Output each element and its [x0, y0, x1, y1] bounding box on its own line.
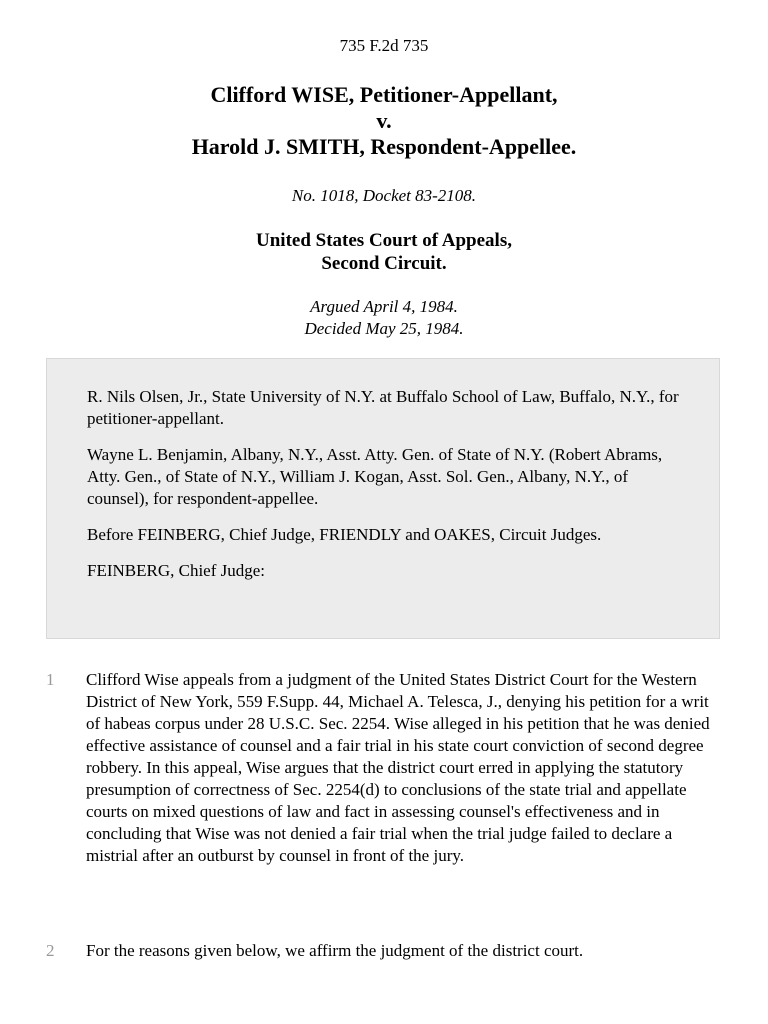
court-name-line1: United States Court of Appeals, — [256, 230, 512, 251]
paragraph-number: 2 — [46, 941, 55, 960]
paragraph-text: Clifford Wise appeals from a judgment of the United States District Court for the Western District of New York, 559 F.Supp. 44, Michael A. Telesca, J., denying his petition for a writ of habeas corpus under 28 U.S.C. Sec. 2254. Wise alleged in his petition that he was denied effective assistance of counsel and a fair trial in his state court conviction of second degree robbery. In this appeal, Wise argues that the district court erred in applying the statutory presumption of correctness of Sec. 2254(d) to conclusions of the state trial and appellate courts on mixed questions of law and fact in assessing counsel's effectiveness and in concluding that Wise was not denied a fair trial when the trial judge failed to declare a mistrial after an outburst by counsel in front of the jury. — [86, 670, 710, 865]
citation: 735 F.2d 735 — [339, 36, 429, 55]
court-name — [0, 229, 768, 275]
case-dates — [0, 296, 768, 340]
petitioner-counsel: R. Nils Olsen, Jr., State University of N.Y. at Buffalo School of Law, Buffalo, N.Y., for petitioner-appellant. — [87, 387, 679, 428]
panel-judges: Before FEINBERG, Chief Judge, FRIENDLY and OAKES, Circuit Judges. — [87, 525, 602, 544]
paragraph-text: For the reasons given below, we affirm the judgment of the district court. — [86, 941, 584, 960]
argued-date: Argued April 4, 1984. — [310, 297, 458, 316]
opinion-author: FEINBERG, Chief Judge: — [87, 561, 266, 580]
docket-number: No. 1018, Docket 83-2108. — [291, 186, 477, 205]
paragraph-number: 1 — [46, 670, 55, 689]
court-name-line2: Second Circuit. — [321, 253, 447, 274]
respondent-counsel: Wayne L. Benjamin, Albany, N.Y., Asst. Atty. Gen. of State of N.Y. (Robert Abrams, Atty. Gen., of State of N.Y., William J. Kogan, Asst. Sol. Gen., Albany, N.Y., of counsel), for respondent-appellee. — [87, 445, 663, 508]
respondent-line: Harold J. SMITH, Respondent-Appellee. — [191, 134, 577, 159]
case-caption — [0, 82, 768, 160]
decided-date: Decided May 25, 1984. — [304, 319, 464, 338]
petitioner-line: Clifford WISE, Petitioner-Appellant, — [210, 82, 558, 107]
counsel-box — [46, 358, 720, 639]
versus-line: v. — [376, 108, 392, 133]
